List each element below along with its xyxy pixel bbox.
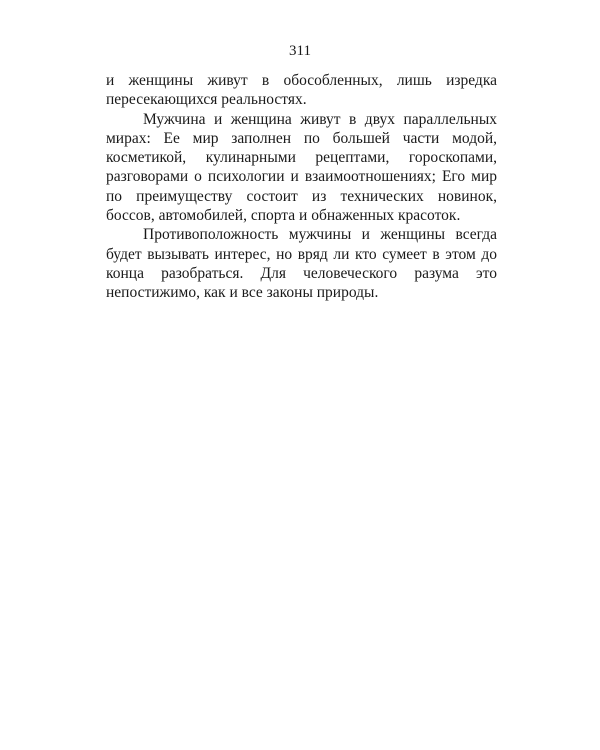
paragraph-parallel-worlds: Мужчина и женщина живут в двух параллельных мирах: Ее мир заполнен по большей части модой, косметикой, кулинарными рецептами, гороскопами, разговорами о психологии и взаимоотношениях; Его мир по преимуществу состоит из технических новинок, боссов, автомобилей, спорта и обнаженных красоток.	[106, 110, 497, 225]
paragraph-opposites: Противоположность мужчины и женщины всегда будет вызывать интерес, но вряд ли кто сумеет в этом до конца разобраться. Для человеческого разума это непостижимо, как и все законы природы.	[106, 226, 497, 302]
paragraph-continued: и женщины живут в обособленных, лишь изредка пересекающихся реальностях.	[106, 72, 497, 109]
body-text	[106, 71, 497, 303]
page-number: 311	[289, 43, 311, 59]
